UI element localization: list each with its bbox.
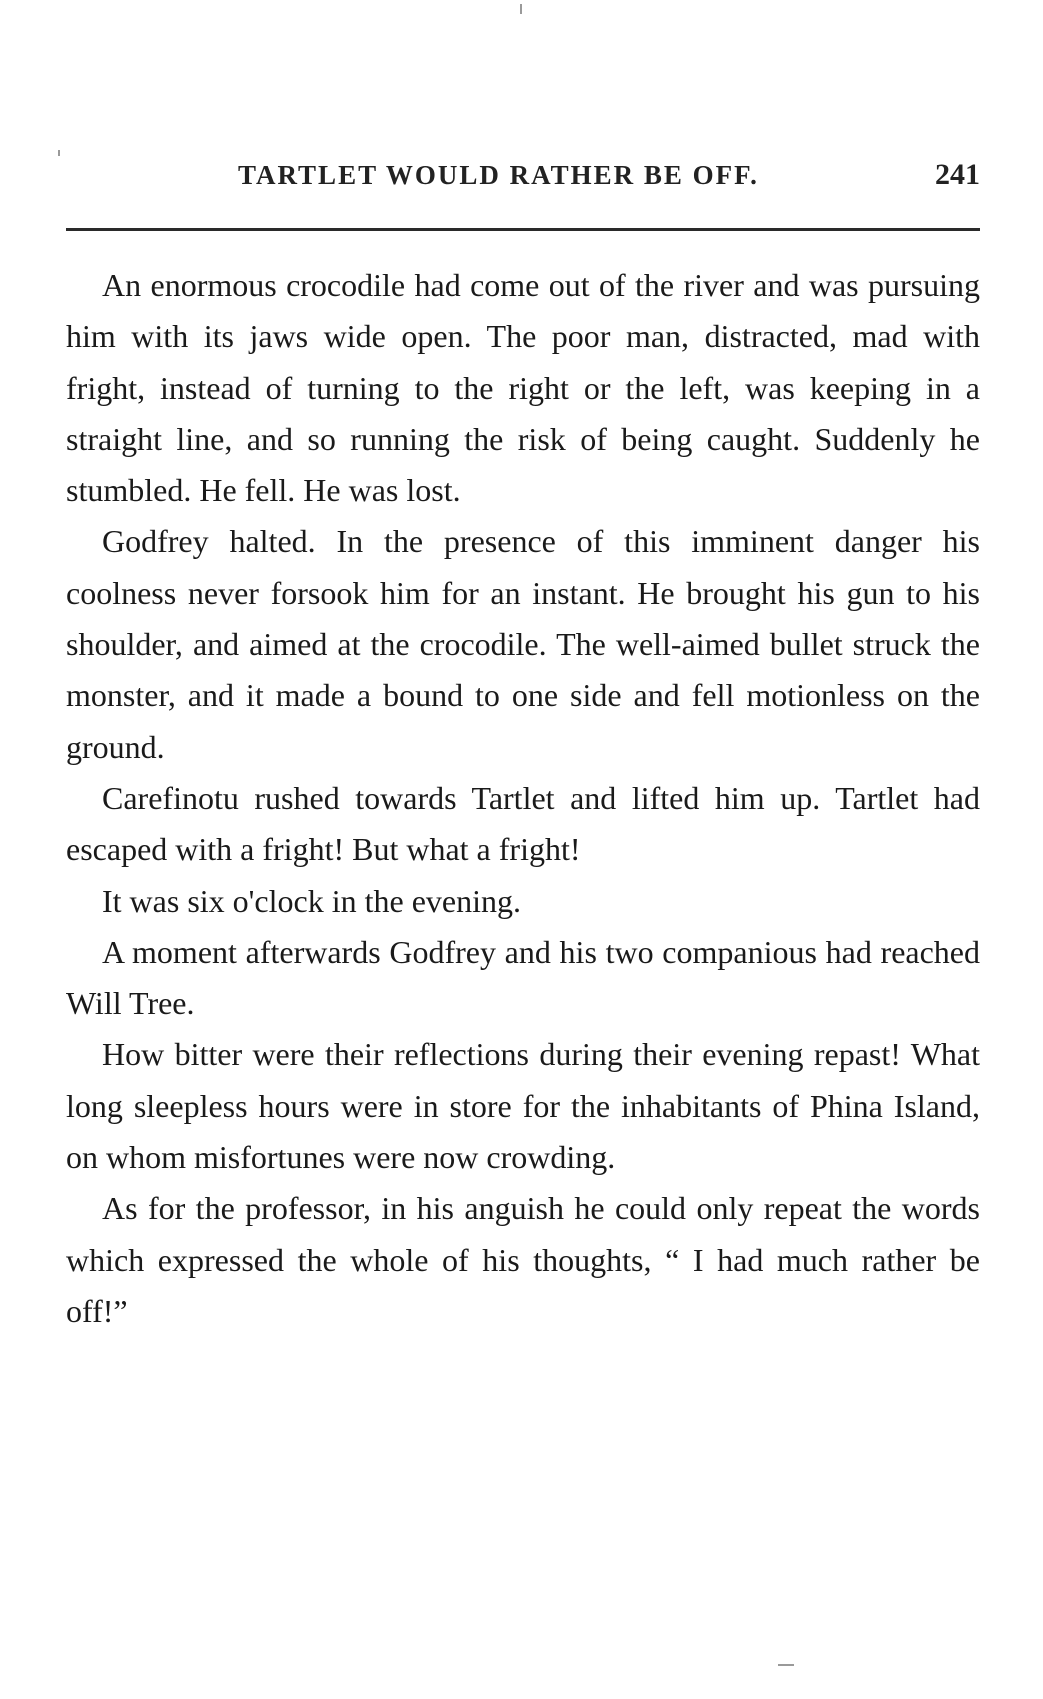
header-rule xyxy=(66,228,980,231)
paragraph-7: As for the professor, in his anguish he could only repeat the words which expressed the whole of his thoughts, “ I had much rather be off!” xyxy=(66,1190,980,1329)
body-text xyxy=(66,260,980,1337)
scan-speck xyxy=(58,150,60,156)
paragraph-1: An enormous crocodile had come out of the river and was pursuing him with its jaws wide open. The poor man, distracted, mad with fright, instead of turning to the right or the left, was keeping in a straight line, and so running the risk of being caught. Suddenly he stumbled. He fell. He was lost. xyxy=(66,267,980,509)
scan-speck xyxy=(778,1664,794,1666)
paragraph-4: It was six o'clock in the evening. xyxy=(102,882,521,919)
paragraph-6: How bitter were their reflections during their evening repast! What long sleepless hours were in store for the inhabitants of Phina Island, on whom misfortunes were now crowding. xyxy=(66,1036,980,1176)
running-title: TARTLET WOULD RATHER BE OFF. xyxy=(238,160,759,190)
paragraph-5: A moment afterwards Godfrey and his two companious had reached Will Tree. xyxy=(66,933,980,1022)
paragraph-2: Godfrey halted. In the presence of this imminent danger his coolness never forsook him for an instant. He brought his gun to his shoulder, and aimed at the crocodile. The well-aimed bullet struck the monster, and it made a bound to one side and fell motionless on the ground. xyxy=(66,523,980,765)
paragraph-3: Carefinotu rushed towards Tartlet and lifted him up. Tartlet had escaped with a fright! But what a fright! xyxy=(66,779,980,868)
scan-speck xyxy=(520,4,522,14)
running-head xyxy=(66,160,980,200)
page-number: 241 xyxy=(935,158,980,191)
